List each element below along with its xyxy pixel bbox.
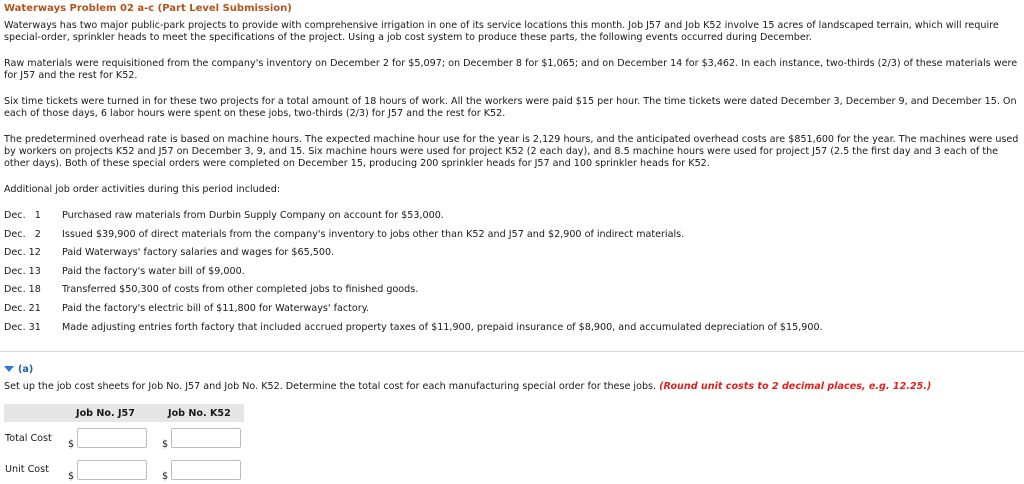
instruction-text: Set up the job cost sheets for Job No. J57 and Job No. K52. Determine the total cost for each manufacturing special order for these jobs.: [4, 381, 657, 392]
paragraph-overhead: The predetermined overhead rate is based on machine hours. The expected machine hour use for the year is 2,129 hours, and the anticipated overhead costs are $851,600 for the year. The machines were used by workers on projects K52 and J57 on December 3, 9, and 15. Six machine hours were used for project K52 (2 each day), and 8.5 machine hours were used for project J57 (2.5 the first day and 3 each of the other days). Both of these special orders were completed on December 15, producing 200 sprinkler heads for J57 and 100 sprinkler heads for K52.: [4, 134, 1019, 169]
currency-symbol: $: [68, 439, 75, 450]
event-date: Dec. 12: [4, 247, 41, 259]
event-text: Transferred $50,300 of costs from other completed jobs to finished goods.: [62, 284, 419, 296]
section-a-label: (a): [18, 364, 34, 375]
column-header-j57: Job No. J57: [76, 408, 135, 419]
unit-cost-j57-input[interactable]: [77, 460, 147, 480]
event-text: Issued $39,900 of direct materials from the company's inventory to jobs other than K52 and J57 and $2,900 of indirect materials.: [62, 228, 685, 240]
column-header-k52: Job No. K52: [168, 408, 231, 419]
event-date: Dec. 1: [4, 210, 41, 221]
paragraph-additional: Additional job order activities during this period included:: [4, 184, 281, 195]
total-cost-k52-input[interactable]: [171, 428, 241, 448]
currency-symbol: $: [162, 471, 169, 482]
event-text: Purchased raw materials from Durbin Supply Company on account for $53,000.: [62, 210, 444, 221]
caret-down-icon: [4, 366, 14, 372]
paragraph-intro: Waterways has two major public-park projects to provide with comprehensive irrigation in one of its service locations this month. Job J57 and Job K52 involve 15 acres of landscaped terrain, which will require special-order, sprinkler heads to meet the specifications of the project. Using a job cost system to produce these parts, the following events occurred during December.: [4, 20, 999, 43]
section-instruction: [4, 381, 931, 392]
paragraph-time-tickets: Six time tickets were turned in for these two projects for a total amount of 18 hours of work. All the workers were paid $15 per hour. The time tickets were dated December 3, December 9, and December 15. On each of those days, 6 labor hours were spent on these jobs, two-thirds (2/3) for J57 and the rest for K52.: [4, 96, 1017, 119]
event-date: Dec. 2: [4, 228, 41, 240]
problem-title: Waterways Problem 02 a-c (Part Level Submission): [4, 3, 292, 14]
event-text: Made adjusting entries forth factory that included accrued property taxes of $11,900, prepaid insurance of $8,900, and accumulated depreciation of $15,900.: [62, 321, 823, 333]
event-text: Paid the factory's electric bill of $11,800 for Waterways' factory.: [62, 302, 370, 314]
unit-cost-k52-input[interactable]: [171, 460, 241, 480]
event-date: Dec. 18: [4, 284, 41, 296]
event-text: Paid Waterways' factory salaries and wages for $65,500.: [62, 247, 335, 259]
row-label-total-cost: Total Cost: [5, 433, 52, 444]
event-date: Dec. 21: [4, 302, 41, 314]
section-a-toggle[interactable]: [4, 364, 33, 375]
total-cost-j57-input[interactable]: [77, 428, 147, 448]
event-date: Dec. 31: [4, 321, 41, 333]
section-divider: [0, 351, 1024, 352]
event-date: Dec. 13: [4, 265, 41, 277]
row-label-unit-cost: Unit Cost: [5, 464, 49, 475]
rounding-note: (Round unit costs to 2 decimal places, e.g. 12.25.): [659, 381, 932, 392]
event-text: Paid the factory's water bill of $9,000.: [62, 265, 245, 277]
currency-symbol: $: [162, 439, 169, 450]
currency-symbol: $: [68, 471, 75, 482]
paragraph-raw-materials: Raw materials were requisitioned from the company's inventory on December 2 for $5,097; on December 8 for $1,065; and on December 14 for $3,462. In each instance, two-thirds (2/3) of these materials were for J57 and the rest for K52.: [4, 58, 1018, 81]
